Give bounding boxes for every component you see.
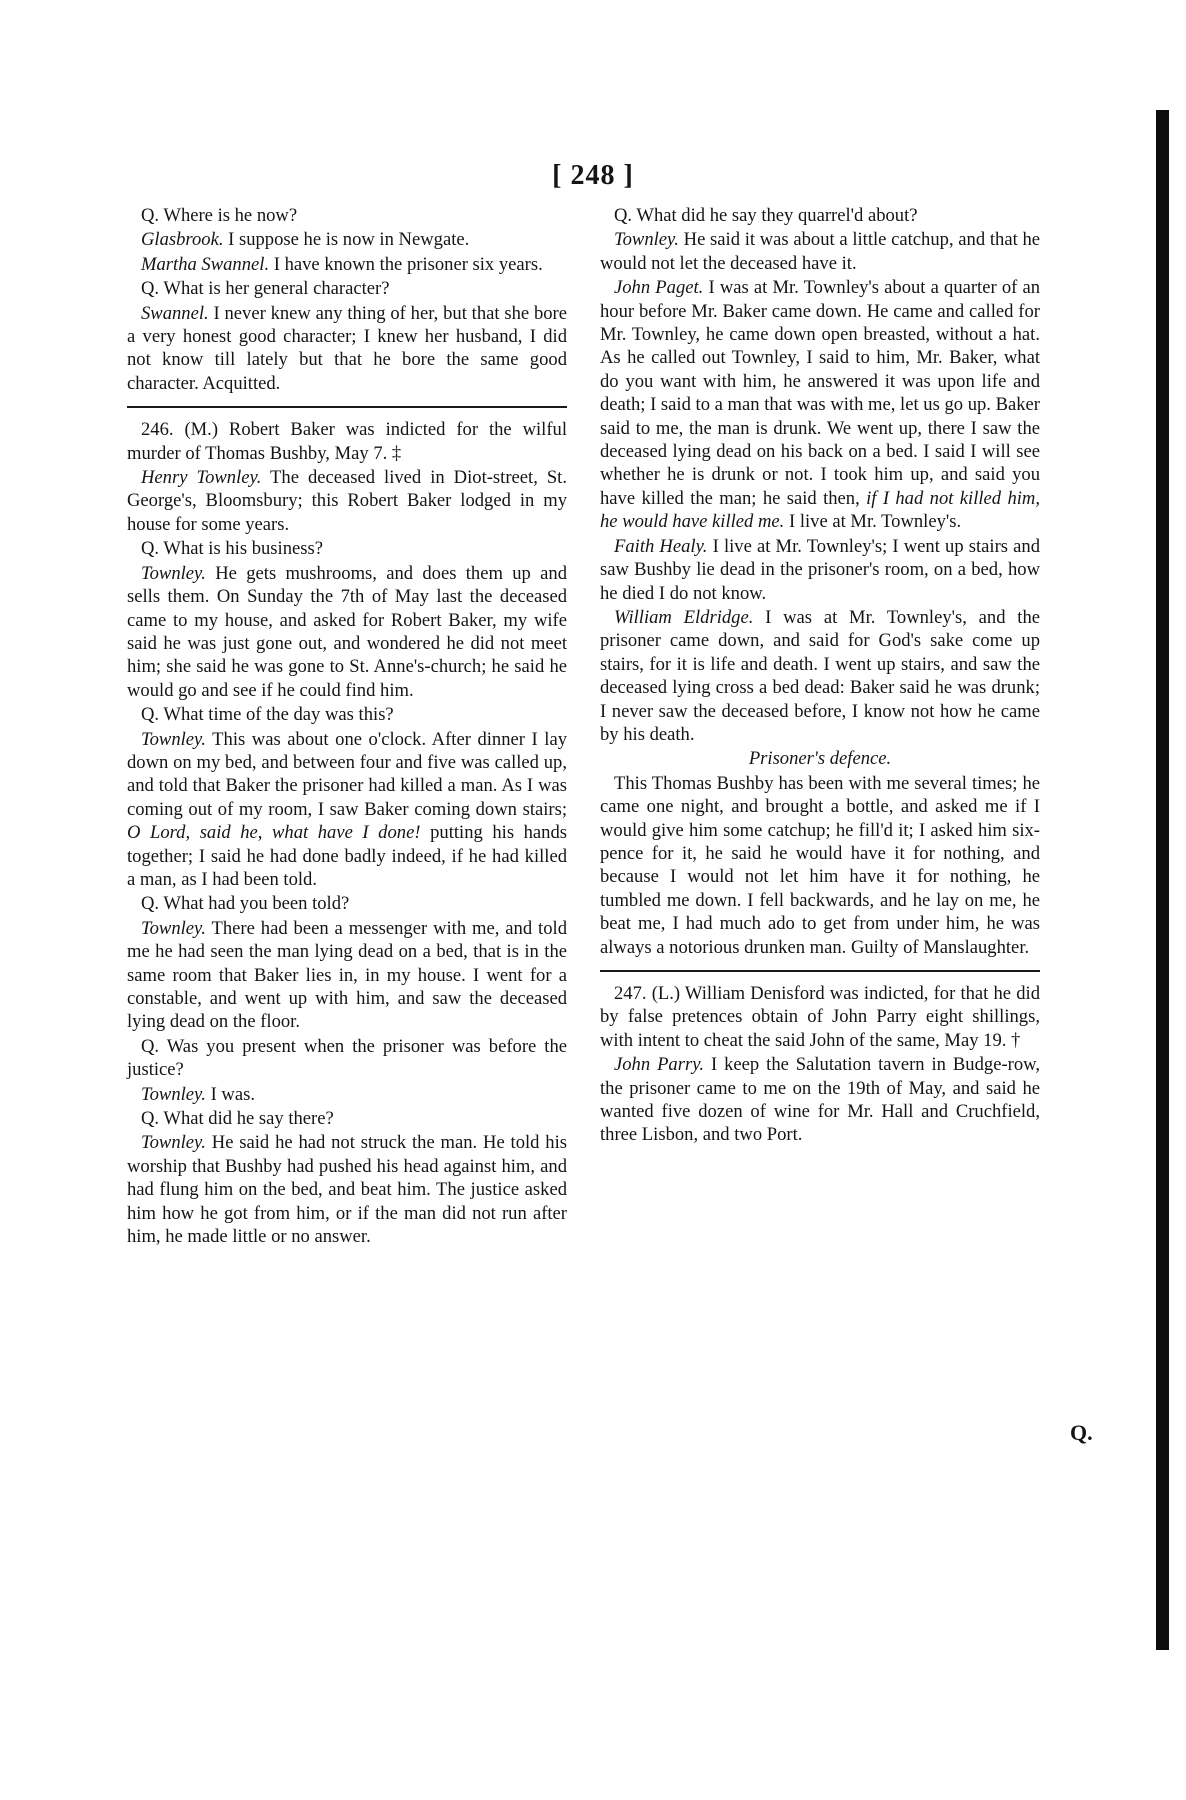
defence-heading: Prisoner's defence. — [748, 748, 892, 770]
paragraph-text: What had you been told? — [159, 893, 350, 915]
paragraph — [127, 302, 567, 396]
left-column — [127, 204, 567, 1249]
paragraph — [600, 228, 1040, 275]
paragraph-text: putting his hands together; I said he had done badly indeed, if he had killed a man, as I had been told. — [127, 822, 568, 890]
question-marker: Q. — [141, 1035, 160, 1057]
paragraph — [600, 606, 1040, 746]
paragraph — [127, 253, 567, 276]
paragraph — [600, 535, 1040, 605]
paragraph — [127, 1035, 567, 1082]
paragraph — [600, 204, 1040, 227]
paragraph-text: What did he say they quarrel'd about? — [632, 205, 918, 226]
paragraph — [127, 1083, 567, 1106]
speaker-name: William Eldridge. — [614, 606, 754, 628]
paragraph — [127, 466, 567, 536]
paragraph: This Thomas Bushby has been with me several times; he came one night, and brought a bottle, and asked me if I would give him some catchup; he fill'd it; I asked him six-pence for it, he said he would have it for nothing, and because I would not let him have it for nothing, he tumbled me down. I fell backwards, and he lay on me, he beat me, I had much ado to get from under him, he was always a notorious drunken man. Guilty of Manslaughter. — [600, 772, 1040, 958]
paragraph-text: What time of the day was this? — [159, 704, 394, 726]
speaker-name: Townley. — [141, 728, 206, 750]
paragraph — [600, 1053, 1040, 1147]
paragraph — [127, 277, 567, 300]
paragraph-text: I keep the Salutation tavern in Budge-row, the prisoner came to me on the 19th of May, and said he wanted five dozen of wine for Mr. Hall and Cruchfield, three Lisbon, and two Port. — [600, 1054, 1040, 1146]
paragraph — [127, 562, 567, 702]
speaker-name: Swannel. — [141, 302, 209, 324]
speaker-name: Glasbrook. — [141, 229, 224, 251]
paragraph-text: Where is he now? — [159, 205, 298, 226]
paragraph-text: What is his business? — [159, 538, 323, 560]
speaker-name: Martha Swannel. — [141, 253, 270, 275]
speaker-name: Henry Townley. — [141, 467, 262, 489]
paragraph-text: What is her general character? — [159, 278, 390, 300]
paragraph-text: I live at Mr. Townley's; I went up stairs and saw Bushby lie dead in the prisoner's room, on a bed, how he died I do not know. — [600, 535, 1040, 604]
question-marker: Q. — [141, 1108, 160, 1130]
speaker-name: Faith Healy. — [614, 535, 708, 557]
paragraph-text: He gets mushrooms, and does them up and sells them. On Sunday the 7th of May last the deceased came to my house, and asked for Robert Baker, my wife said he was just gone out, and wondered he did not meet him; she said he was gone to St. Anne's-church; he said he would go and see if he could find him. — [127, 562, 567, 701]
paragraph-text: I have known the prisoner six years. — [269, 253, 543, 275]
paragraph-text: He said he had not struck the man. He told his worship that Bushby had pushed his head against him, and had flung him on the bed, and beat him. The justice asked him how he got from him, or if the man did not run after him, he made little or no answer. — [127, 1132, 567, 1248]
paragraph — [127, 228, 567, 251]
speaker-name: John Paget. — [614, 277, 704, 299]
paragraph — [127, 728, 567, 892]
paragraph — [127, 892, 567, 915]
speaker-name: Townley. — [141, 1132, 206, 1154]
question-marker: Q. — [141, 538, 160, 560]
question-marker: Q. — [141, 704, 160, 726]
speaker-name: Townley. — [141, 562, 206, 584]
case-heading: 247. (L.) William Denisford was indicted, for that he did by false pretences obtain of John Parry eight shillings, with intent to cheat the said John of the same, May 19. † — [600, 983, 1040, 1051]
paragraph-text: He said it was about a little catchup, and that he would not let the deceased have it. — [600, 229, 1040, 274]
paragraph-text: I was at Mr. Townley's about a quarter of an hour before Mr. Baker came down. He came and called for Mr. Townley, he came down open breasted, without a hat. As he called out Townley, I said to him, Mr. Baker, what do you want with him, he answered it was upon life and death; I said to a man that was with me, let us go up. Baker said to me, the man is drunk. We went up, there I saw the deceased lying dead on his back on a bed. I said I will see whether he is drunk or not. I took him up, and said you have killed the man; he said then, — [600, 277, 1041, 509]
paragraph-text: I was. — [205, 1083, 255, 1105]
paragraph-text: I live at Mr. Townley's. — [784, 511, 962, 533]
paragraph-text: I was at Mr. Townley's, and the prisoner came down, and said for God's sake come up stairs, for it is life and death. I went up stairs, and saw the deceased lying cross a bed dead: Baker said he was drunk; I never saw the deceased before, I know not how he came by his death. — [600, 606, 1040, 745]
page-number: [ 248 ] — [552, 160, 634, 191]
paragraph — [127, 703, 567, 726]
page-edge-shadow — [1156, 110, 1169, 1650]
quoted-speech: if I had not killed him, he would have killed me. — [600, 487, 1040, 533]
paragraph — [600, 276, 1040, 533]
paragraph — [127, 1107, 567, 1130]
section-divider — [600, 970, 1040, 972]
quoted-speech: O Lord, said he, what have I done! — [127, 822, 421, 844]
catchword: Q. — [1070, 1420, 1093, 1445]
paragraph — [127, 537, 567, 560]
question-marker: Q. — [614, 205, 633, 226]
question-marker: Q. — [141, 205, 160, 226]
speaker-name: Townley. — [141, 1083, 206, 1105]
paragraph-text: I suppose he is now in Newgate. — [223, 229, 470, 251]
paragraph — [127, 917, 567, 1034]
paragraph — [127, 1131, 567, 1248]
question-marker: Q. — [141, 278, 160, 300]
section-divider — [127, 406, 567, 408]
speaker-name: Townley. — [614, 229, 679, 251]
paragraph-text: What did he say there? — [159, 1108, 334, 1130]
case-heading: 246. (M.) Robert Baker was indicted for the wilful murder of Thomas Bushby, May 7. ‡ — [127, 419, 567, 464]
paragraph-text: I never knew any thing of her, but that she bore a very honest good character; I knew her husband, I did not know till lately but that he bore the same good character. Acquitted. — [127, 302, 567, 394]
paragraph-text: Was you present when the prisoner was before the justice? — [127, 1035, 567, 1081]
speaker-name: John Parry. — [614, 1054, 705, 1076]
question-marker: Q. — [141, 893, 160, 915]
paragraph — [127, 204, 567, 227]
paragraph-text: There had been a messenger with me, and told me he had seen the man lying dead on a bed, that is in the same room that Baker lies in, in my house. I went for a constable, and went up with him, and saw the deceased lying dead on the floor. — [127, 917, 567, 1033]
paragraph-text: This was about one o'clock. After dinner I lay down on my bed, and between four and five was called up, and told that Baker the prisoner had killed a man. As I was coming out of my room, I saw Baker coming down stairs; — [127, 728, 567, 820]
right-column — [600, 204, 1040, 1148]
paragraph-text: The deceased lived in Diot-street, St. George's, Bloomsbury; this Robert Baker lodged in my house for some years. — [127, 467, 567, 535]
speaker-name: Townley. — [141, 917, 206, 939]
